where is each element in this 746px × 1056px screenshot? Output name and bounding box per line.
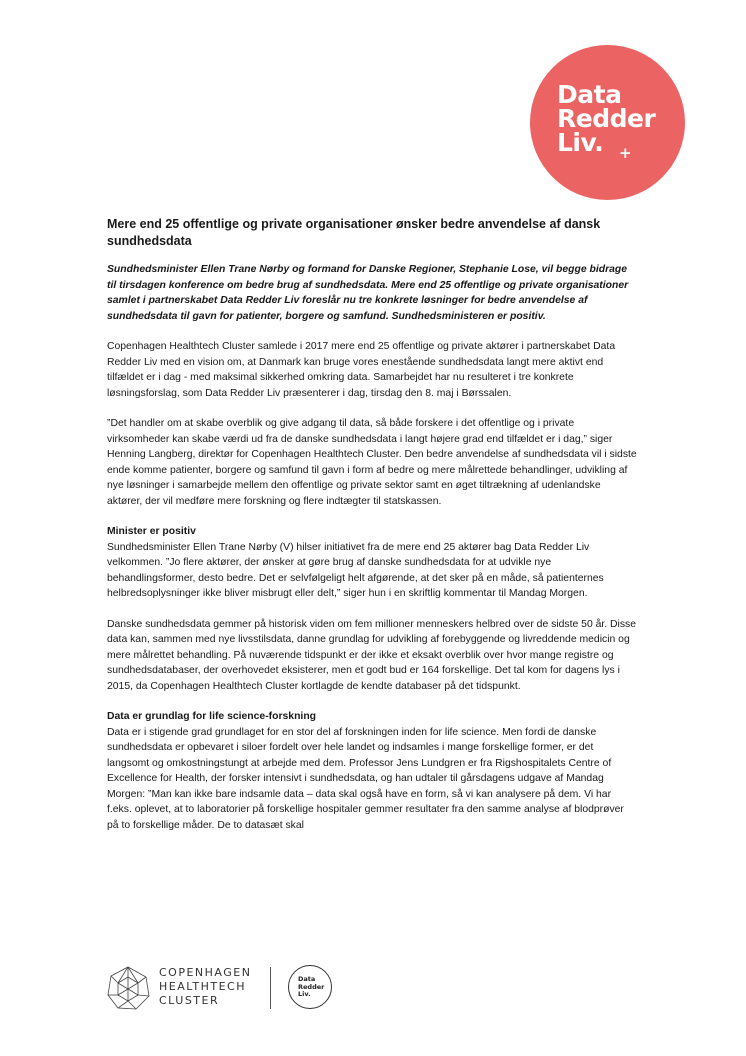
paragraph-5: Data er i stigende grad grundlaget for en stor del af forskningen inden for life science. Men fordi de danske sundhedsdata er opbevaret i siloer fordelt over hele landet og indsamles i mange forskellige former, er det langsomt og omkostningstungt at arbejde med dem. Professor Jens Lundgren er fra Rigshospitalets Centre of Excellence for Health, der forsker intensivt i sundhedsdata, og han udtaler til gårsdagens udgave af Mandag Morgen: ”Man kan ikke bare indsamle data – data skal også have en form, så vi kan analysere på dem. Vi har f.eks. oplevet, at to laboratorier på forskellige hospitaler gemmer resultater fra den samme analyse af blodprøver på to forskellige måder. De to datasæt skal <box>107 726 624 831</box>
footer-logos <box>105 963 345 1013</box>
subheading-minister: Minister er positiv <box>107 526 196 537</box>
small-logo-line-3: Liv. <box>298 990 311 998</box>
logo-line-3: Liv. <box>557 128 604 157</box>
small-logo-line-1: Data <box>298 975 316 983</box>
logo-line-1: Data <box>557 80 622 109</box>
article-body <box>107 216 637 848</box>
article-title: Mere end 25 offentlige og private organisationer ønsker bedre anvendelse af dansk sundhedsdata <box>107 217 601 248</box>
copenhagen-healthtech-cluster-icon <box>105 965 151 1011</box>
footer-divider <box>270 967 271 1009</box>
logo-line-2: Redder <box>557 104 656 133</box>
small-logo-line-2: Redder <box>298 982 325 991</box>
chc-line-3: CLUSTER <box>159 994 220 1007</box>
subheading-life-science: Data er grundlag for life science-forskning <box>107 711 317 722</box>
data-redder-liv-logo <box>530 45 685 200</box>
chc-line-2: HEALTHTECH <box>159 980 246 993</box>
small-logo-wordmark <box>298 976 324 999</box>
logo-plus-icon: + <box>619 144 632 162</box>
chc-line-1: COPENHAGEN <box>159 966 252 979</box>
paragraph-4: Danske sundhedsdata gemmer på historisk viden om fem millioner menneskers helbred over de sidste 50 år. Disse data kan, sammen med nye livsstilsdata, danne grundlag for udvikling af forebyggende og livreddende medicin og mere målrettet behandling. På nuværende tidspunkt er der ikke et eksakt overblik over hvor mange registre og sundhedsdatabaser, der overhovedet eksisterer, men et godt bud er 164 forskellige. Det tal kom for dagens lys i 2015, da Copenhagen Healthtech Cluster kortlagde de kendte databaser på det tidspunkt. <box>107 618 637 692</box>
paragraph-3: Sundhedsminister Ellen Trane Nørby (V) hilser initiativet fra de mere end 25 aktører bag Data Redder Liv velkommen. ”Jo flere aktører, der ønsker at gøre brug af danske sundhedsdata for at udvikle nye behandlingsformer, desto bedre. Det er selvfølgeligt helt afgørende, at det sker på en måde, så patienternes helbredsoplysninger ikke bliver misbrugt eller delt,” siger hun i en skriftlig kommentar til Mandag Morgen. <box>107 541 604 599</box>
article-lead: Sundhedsminister Ellen Trane Nørby og formand for Danske Regioner, Stephanie Lose, vil begge bidrage til tirsdagen konference om bedre brug af sundhedsdata. Mere end 25 offentlige og private organisationer samlet i partnerskabet Data Redder Liv foreslår nu tre konkrete løsninger for bedre anvendelse af sundhedsdata til gavn for patienter, borgere og samfund. Sundhedsministeren er positiv. <box>107 264 629 322</box>
small-data-redder-liv-logo <box>288 965 332 1009</box>
chc-wordmark <box>159 966 251 1008</box>
paragraph-2: ”Det handler om at skabe overblik og give adgang til data, så både forskere i det offentlige og i private virksomheder kan skabe værdi ud fra de danske sundhedsdata i langt højere grad end tilfældet er i dag,” siger Henning Langberg, direktør for Copenhagen Healthtech Cluster. Den bedre anvendelse af sundhedsdata vil i sidste ende komme patienter, borgere og samfund til gavn i form af bedre og mere målrettede behandlinger, udvikling af nye løsninger i samarbejde mellem den offentlige og private sektor samt en øget tiltrækning af udenlandske aktører, der vil medføre mere forskning og flere indtægter til statskassen. <box>107 418 637 507</box>
paragraph-1: Copenhagen Healthtech Cluster samlede i 2017 mere end 25 offentlige og private aktører i partnerskabet Data Redder Liv med en vision om, at Danmark kan bruge vores enestående sundhedsdata langt mere aktivt end tilfældet er i dag - med maksimal sikkerhed omkring data. Samarbejdet har nu resulteret i tre konkrete løsningsforslag, som Data Redder Liv præsenterer i dag, tirsdag den 8. maj i Børssalen. <box>107 341 616 399</box>
logo-wordmark <box>557 80 656 157</box>
